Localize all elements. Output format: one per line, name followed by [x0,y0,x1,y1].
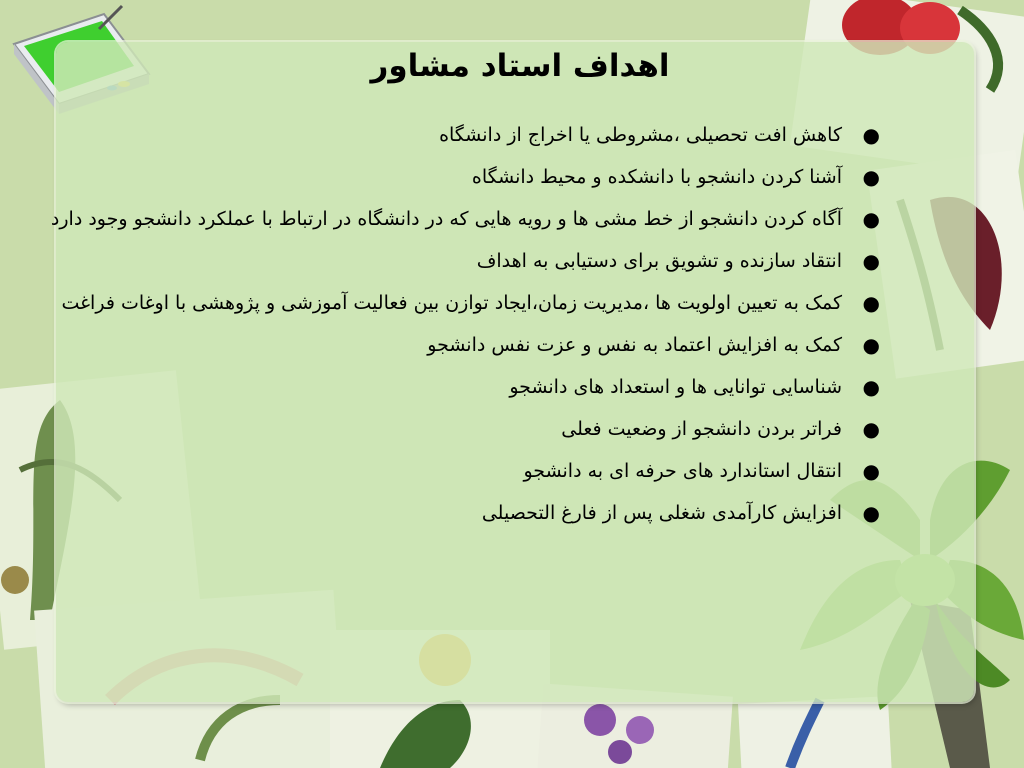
list-item [12,454,880,488]
bullet-text: کمک به افزایش اعتماد به نفس و عزت نفس دانشجو [427,334,842,356]
list-item [12,496,880,530]
bullet-text: آشنا کردن دانشجو با دانشکده و محیط دانشگاه [471,166,842,188]
bullet-text: انتقال استاندارد های حرفه ای به دانشجو [523,460,842,482]
bullet-list [12,118,880,538]
list-item [12,118,880,152]
bullet-text: افزایش کارآمدی شغلی پس از فارغ التحصیلی [481,502,842,524]
list-item [12,202,880,236]
bullet-icon: ● [862,207,880,231]
slide-title: اهداف استاد مشاور [370,48,670,84]
bullet-icon: ● [862,501,880,525]
list-item [12,412,880,446]
bullet-icon: ● [862,417,880,441]
list-item [12,370,880,404]
list-item [12,286,880,320]
list-item [12,244,880,278]
bullet-text: شناسایی توانایی ها و استعداد های دانشجو [509,376,842,398]
background-card [738,696,892,768]
bullet-text: کمک به تعیین اولویت ها ،مدیریت زمان،ایجاد توازن بین فعالیت آموزشی و پژوهشی با اوغات فراغت [61,292,842,314]
bullet-text: فراتر بردن دانشجو از وضعیت فعلی [561,418,842,440]
bullet-text: کاهش افت تحصیلی ،مشروطی یا اخراج از دانشگاه [439,124,842,146]
list-item [12,160,880,194]
bullet-icon: ● [862,375,880,399]
bullet-icon: ● [862,165,880,189]
list-item [12,328,880,362]
bullet-icon: ● [862,123,880,147]
bullet-text: انتقاد سازنده و تشویق برای دستیابی به اهداف [476,250,842,272]
bullet-icon: ● [862,249,880,273]
bullet-icon: ● [862,291,880,315]
bullet-icon: ● [862,333,880,357]
bullet-icon: ● [862,459,880,483]
bullet-text: آگاه کردن دانشجو از خط مشی ها و رویه هایی که در دانشگاه در ارتباط با عملکرد دانشجو وجود دارد [50,208,842,230]
